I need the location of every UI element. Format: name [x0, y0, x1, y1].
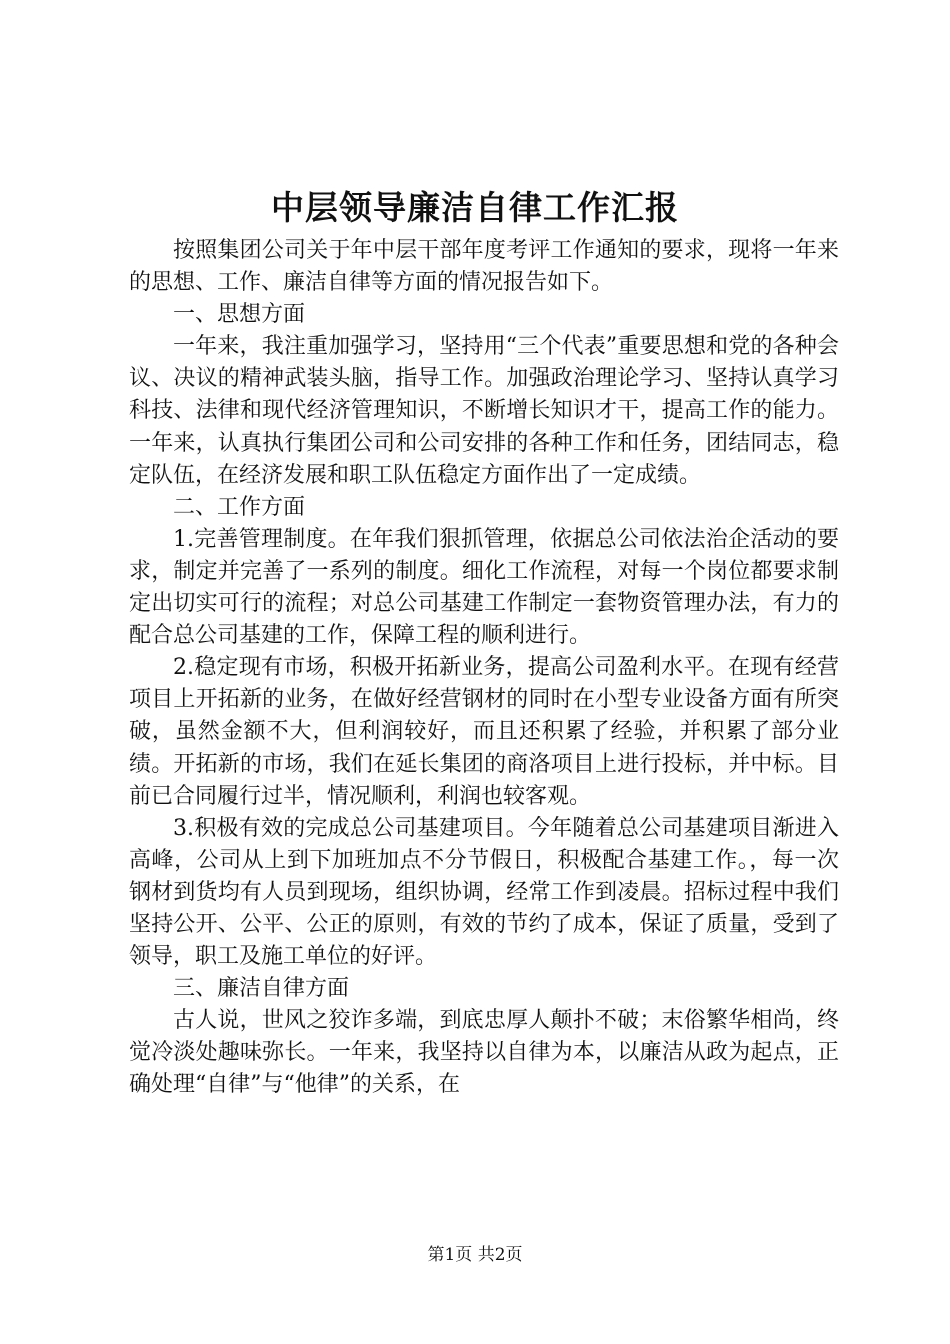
intro-paragraph: 按照集团公司关于年中层干部年度考评工作通知的要求，现将一年来的思想、工作、廉洁自律等方面的情况报告如下。 — [129, 238, 839, 296]
section-heading-thought: 一、思想方面 — [173, 302, 306, 328]
section-heading-integrity: 三、廉洁自律方面 — [173, 976, 350, 1002]
integrity-paragraph: 古人说，世风之狡诈多端，到底忠厚人颠扑不破；末俗繁华相尚，终觉冷淡处趣味弥长。一年来，我坚持以自律为本，以廉洁从政为起点，正确处理“自律”与“他律”的关系，在 — [129, 1008, 839, 1098]
section-heading-work: 二、工作方面 — [173, 494, 306, 520]
work-paragraph-3: 3.积极有效的完成总公司基建项目。今年随着总公司基建项目渐进入高峰，公司从上到下加班加点不分节假日，积极配合基建工作。，每一次钢材到货均有人员到现场，组织协调，经常工作到凌晨。招标过程中我们坚持公开、公平、公正的原则，有效的节约了成本，保证了质量，受到了领导，职工及施工单位的好评。 — [129, 815, 839, 970]
work-paragraph-1: 1.完善管理制度。在年我们狠抓管理，依据总公司依法治企活动的要求，制定并完善了一系列的制度。细化工作流程，对每一个岗位都要求制定出切实可行的流程；对总公司基建工作制定一套物资管理办法，有力的配合总公司基建的工作，保障工程的顺利进行。 — [129, 526, 839, 649]
page-number-footer: 第1页 共2页 — [427, 1245, 523, 1265]
thought-paragraph: 一年来，我注重加强学习，坚持用“三个代表”重要思想和党的各种会议、决议的精神武装头脑，指导工作。加强政治理论学习、坚持认真学习科技、法律和现代经济管理知识，不断增长知识才干，提高工作的能力。一年来，认真执行集团公司和公司安排的各种工作和任务，团结同志，稳定队伍，在经济发展和职工队伍稳定方面作出了一定成绩。 — [129, 334, 839, 488]
document-body — [129, 235, 839, 1102]
work-paragraph-2: 2.稳定现有市场，积极开拓新业务，提高公司盈利水平。在现有经营项目上开拓新的业务，在做好经营钢材的同时在小型专业设备方面有所突破，虽然金额不大，但利润较好，而且还积累了经验，并积累了部分业绩。开拓新的市场，我们在延长集团的商洛项目上进行投标，并中标。目前已合同履行过半，情况顺利，利润也较客观。 — [129, 655, 839, 809]
document-title: 中层领导廉洁自律工作汇报 — [271, 188, 679, 227]
